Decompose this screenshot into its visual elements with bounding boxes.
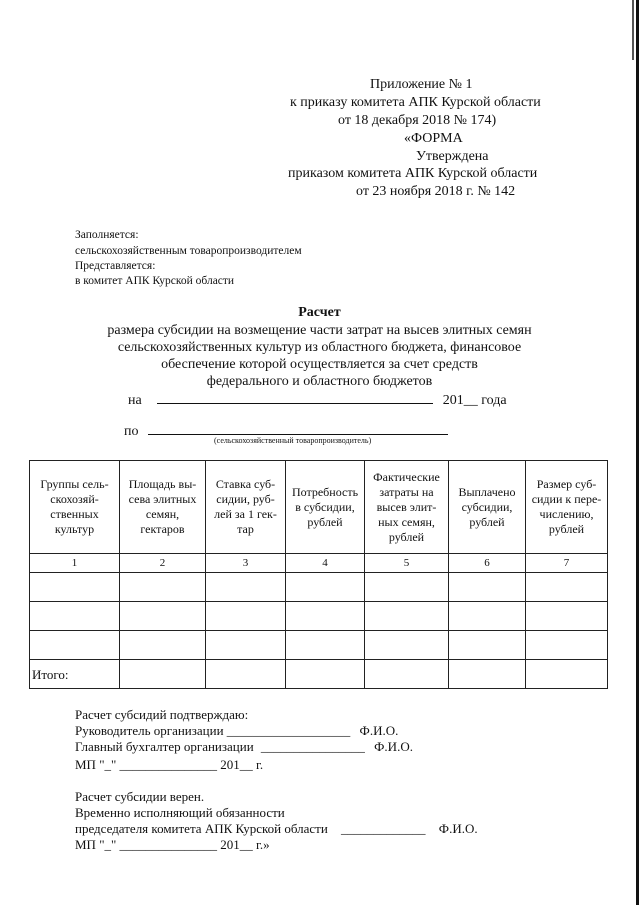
- scan-edge-mark: [632, 0, 634, 60]
- column-number: 1: [30, 554, 120, 573]
- filled-label: Заполняется:: [75, 229, 139, 241]
- table-cell[interactable]: [365, 660, 449, 689]
- table-cell[interactable]: [449, 631, 526, 660]
- table-row: [30, 602, 608, 631]
- producer-prefix: по: [124, 424, 139, 439]
- table-header-cell: Фактические затраты на высев элит- ных семян, рублей: [365, 461, 449, 554]
- accountant-signature-blank[interactable]: ________________: [260, 739, 365, 754]
- period-year: 201__ года: [442, 393, 507, 408]
- table-cell[interactable]: [30, 602, 120, 631]
- verify-title: Расчет субсидии верен.: [75, 789, 205, 804]
- table-header-cell: Выплачено субсидии, рублей: [449, 461, 526, 554]
- table-cell[interactable]: [206, 660, 286, 689]
- accountant-line: [75, 739, 413, 755]
- column-number: 6: [449, 554, 526, 573]
- subsidy-table: [29, 460, 608, 689]
- table-cell[interactable]: [120, 602, 206, 631]
- table-cell[interactable]: [286, 631, 365, 660]
- table-cell[interactable]: [449, 573, 526, 602]
- confirm-title: Расчет субсидий подтверждаю:: [75, 707, 249, 722]
- title-line-4: федерального и областного бюджетов: [206, 374, 433, 389]
- chair-line: [75, 821, 478, 837]
- table-cell[interactable]: [120, 660, 206, 689]
- table-cell[interactable]: [526, 631, 608, 660]
- header-line-2: к приказу комитета АПК Курской области: [290, 95, 541, 110]
- table-total-row: [30, 660, 608, 689]
- header-line-5: Утверждена: [416, 149, 489, 164]
- column-number: 5: [365, 554, 449, 573]
- chair-signature-blank[interactable]: _____________: [341, 821, 426, 836]
- head-line: [75, 723, 398, 739]
- accountant-fio: Ф.И.О.: [374, 739, 413, 754]
- verify-mp-line: МП "_" _______________ 201__ г.»: [75, 837, 270, 852]
- total-label: Итого:: [30, 660, 120, 689]
- producer-blank[interactable]: [148, 422, 448, 435]
- table-cell[interactable]: [449, 660, 526, 689]
- header-line-1: Приложение № 1: [370, 77, 473, 92]
- chair-fio: Ф.И.О.: [438, 821, 478, 836]
- period-line: [128, 391, 507, 410]
- table-cell[interactable]: [120, 631, 206, 660]
- filled-by: сельскохозяйственным товаропроизводителем: [75, 245, 302, 257]
- table-row: [30, 631, 608, 660]
- period-blank[interactable]: [157, 391, 433, 404]
- header-line-3: от 18 декабря 2018 № 174): [338, 113, 497, 128]
- table-cell[interactable]: [206, 602, 286, 631]
- table-header-cell: Ставка суб- сидии, руб- лей за 1 гек- тар: [206, 461, 286, 554]
- title-line-3: обеспечение которой осуществляется за счет средств: [161, 357, 478, 372]
- table-cell[interactable]: [365, 602, 449, 631]
- head-fio: Ф.И.О.: [359, 723, 399, 738]
- head-signature-blank[interactable]: ___________________: [226, 723, 351, 738]
- table-cell[interactable]: [286, 602, 365, 631]
- table-cell[interactable]: [30, 573, 120, 602]
- column-number: 3: [206, 554, 286, 573]
- submitted-label: Представляется:: [75, 260, 156, 272]
- table-header-cell: Площадь вы- сева элитных семян, гектаров: [120, 461, 206, 554]
- table-cell[interactable]: [526, 602, 608, 631]
- confirm-mp-line: МП "_" _______________ 201__ г.: [75, 757, 264, 772]
- period-prefix: на: [128, 393, 142, 408]
- table-cell[interactable]: [206, 573, 286, 602]
- table-cell[interactable]: [286, 660, 365, 689]
- submitted-to: в комитет АПК Курской области: [75, 275, 235, 287]
- accountant-label: Главный бухгалтер организации: [75, 739, 254, 754]
- table-cell[interactable]: [365, 631, 449, 660]
- table-row: [30, 573, 608, 602]
- header-line-6: приказом комитета АПК Курской области: [288, 166, 538, 181]
- table-header-row: [30, 461, 608, 554]
- table-cell[interactable]: [206, 631, 286, 660]
- chair-label: председателя комитета АПК Курской области: [75, 821, 328, 836]
- table-cell[interactable]: [526, 660, 608, 689]
- header-line-4: «ФОРМА: [404, 131, 463, 146]
- title-line-1: размера субсидии на возмещение части затрат на высев элитных семян: [107, 323, 532, 338]
- table-cell[interactable]: [30, 631, 120, 660]
- header-line-7: от 23 ноября 2018 г. № 142: [356, 184, 516, 199]
- column-number: 2: [120, 554, 206, 573]
- column-number: 7: [526, 554, 608, 573]
- table-cell[interactable]: [449, 602, 526, 631]
- table-number-row: [30, 554, 608, 573]
- table-cell[interactable]: [286, 573, 365, 602]
- doc-title: Расчет: [298, 305, 341, 320]
- table-header-cell: Группы сель- скохозяй- ственных культур: [30, 461, 120, 554]
- column-number: 4: [286, 554, 365, 573]
- table-cell[interactable]: [120, 573, 206, 602]
- table-header-cell: Размер суб- сидии к пере- числению, рублей: [526, 461, 608, 554]
- table-header-cell: Потребность в субсидии, рублей: [286, 461, 365, 554]
- verify-acting: Временно исполняющий обязанности: [75, 805, 285, 820]
- title-line-2: сельскохозяйственных культур из областного бюджета, финансовое: [117, 340, 522, 355]
- head-label: Руководитель организации: [75, 723, 224, 738]
- producer-caption: (сельскохозяйственный товаропроизводитель): [214, 436, 372, 445]
- table-cell[interactable]: [526, 573, 608, 602]
- table-cell[interactable]: [365, 573, 449, 602]
